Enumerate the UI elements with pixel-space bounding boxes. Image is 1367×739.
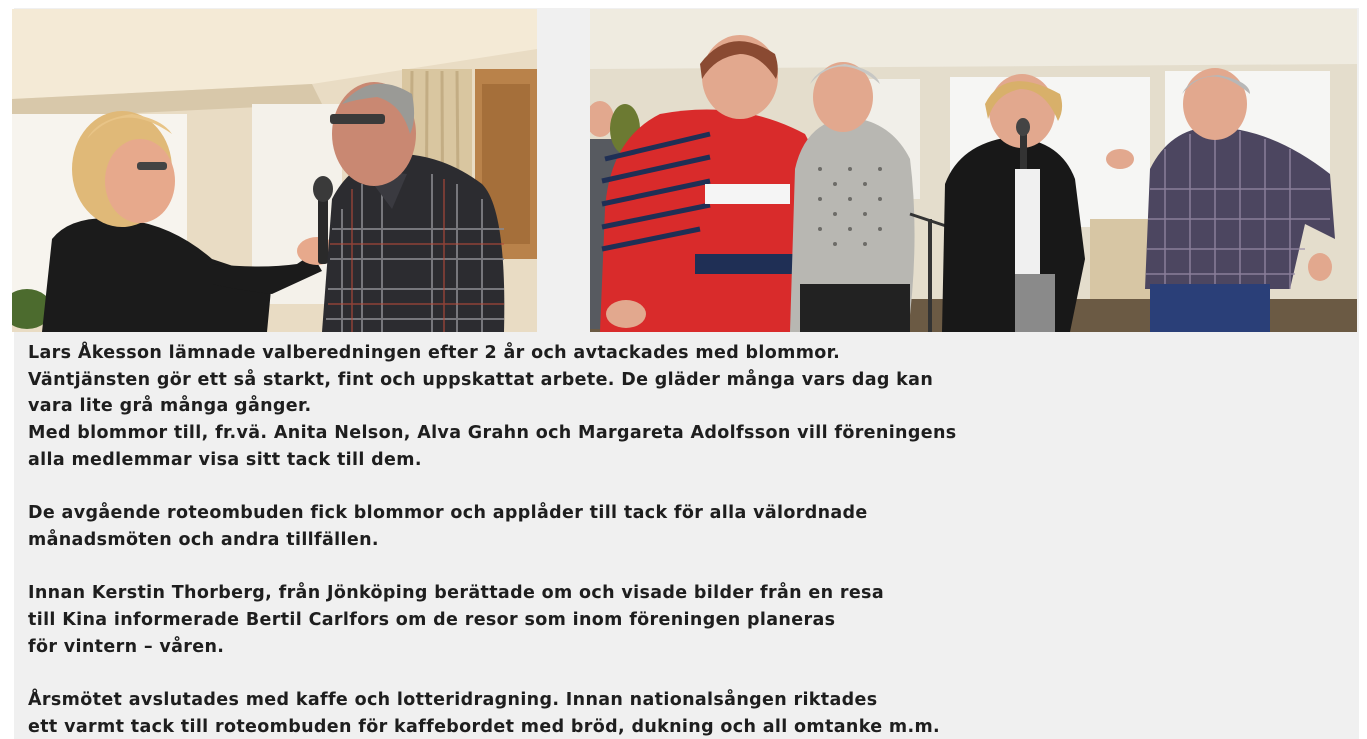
text-line: vara lite grå många gånger. [28,396,312,417]
photo-microphone-interview [12,9,537,332]
paragraph-closing [28,687,1348,739]
text-line: ett varmt tack till roteombuden för kaffebordet med bröd, dukning och all omtanke m.m. [28,716,941,737]
paragraph-roteombud [28,500,1348,553]
text-line: för vintern – våren. [28,636,225,657]
paragraph-travel [28,580,1348,660]
text-line: Väntjänsten gör ett så starkt, fint och uppskattat arbete. De gläder många vars dag kan [28,369,934,390]
article-text [28,340,1348,739]
paragraph-thanks [28,340,1348,474]
text-line: De avgående roteombuden fick blommor och applåder till tack för alla välordnade [28,503,868,524]
text-line: Med blommor till, fr.vä. Anita Nelson, Alva Grahn och Margareta Adolfsson vill föreningens [28,423,957,444]
text-line: Årsmötet avslutades med kaffe och lotteridragning. Innan nationalsången riktades [28,690,878,711]
text-line: alla medlemmar visa sitt tack till dem. [28,449,422,470]
photo-right-illustration [590,9,1357,332]
text-line: månadsmöten och andra tillfällen. [28,529,379,550]
photo-left-illustration [12,9,537,332]
text-line: Lars Åkesson lämnade valberedningen efter 2 år och avtackades med blommor. [28,343,841,363]
text-line: Innan Kerstin Thorberg, från Jönköping berättade om och visade bilder från en resa [28,583,884,604]
text-line: till Kina informerade Bertil Carlfors om de resor som inom föreningen planeras [28,610,836,630]
photo-flowers-thanks [590,9,1357,332]
